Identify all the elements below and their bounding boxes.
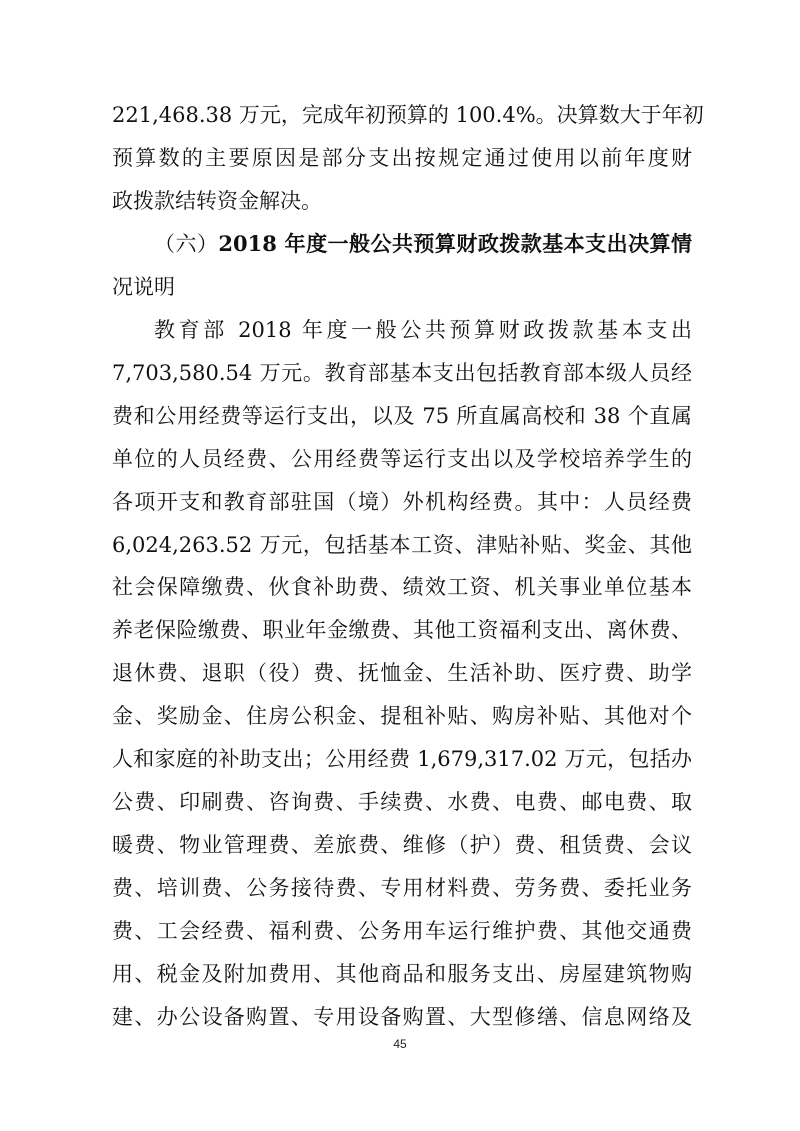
section-heading — [154, 227, 692, 261]
body-text-line: 预算数的主要原因是部分支出按规定通过使用以前年度财 — [112, 146, 692, 170]
body-text-line: 费、培训费、公务接待费、专用材料费、劳务费、委托业务 — [112, 876, 692, 900]
body-text-line: 6,024,263.52 万元，包括基本工资、津贴补贴、奖金、其他 — [112, 533, 692, 557]
body-text-line: 社会保障缴费、伙食补助费、绩效工资、机关事业单位基本 — [112, 575, 692, 599]
body-text-line: 用、税金及附加费用、其他商品和服务支出、房屋建筑物购 — [112, 962, 692, 986]
body-text-line: 各项开支和教育部驻国（境）外机构经费。其中：人员经费 — [112, 490, 692, 514]
body-text-line: 养老保险缴费、职业年金缴费、其他工资福利支出、离休费、 — [112, 618, 692, 642]
body-text-line: 公费、印刷费、咨询费、手续费、水费、电费、邮电费、取 — [112, 790, 692, 814]
body-text-line: 7,703,580.54 万元。教育部基本支出包括教育部本级人员经 — [112, 361, 692, 385]
body-text-line: 政拨款结转资金解决。 — [112, 189, 322, 213]
page-number: 45 — [393, 1037, 407, 1051]
body-text-line: 费和公用经费等运行支出，以及 75 所直属高校和 38 个直属 — [112, 404, 692, 428]
body-text-line: 221,468.38 万元，完成年初预算的 100.4%。决算数大于年初 — [112, 103, 704, 127]
section-heading-prefix: （六） — [154, 232, 219, 256]
body-text-line: 单位的人员经费、公用经费等运行支出以及学校培养学生的 — [112, 447, 692, 471]
body-text-line: 暖费、物业管理费、差旅费、维修（护）费、租赁费、会议 — [112, 833, 692, 857]
body-text-line: 退休费、退职（役）费、抚恤金、生活补助、医疗费、助学 — [112, 661, 692, 685]
body-text-line: 建、办公设备购置、专用设备购置、大型修缮、信息网络及 — [112, 1005, 692, 1029]
section-heading-title: 2018 年度一般公共预算财政拨款基本支出决算情 — [218, 231, 693, 256]
section-heading-continued: 况说明 — [112, 275, 175, 299]
body-text-line: 金、奖励金、住房公积金、提租补贴、购房补贴、其他对个 — [112, 704, 692, 728]
body-text-line: 人和家庭的补助支出；公用经费 1,679,317.02 万元，包括办 — [112, 747, 692, 771]
body-text-line: 教育部 2018 年度一般公共预算财政拨款基本支出 — [154, 318, 692, 342]
body-text-line: 费、工会经费、福利费、公务用车运行维护费、其他交通费 — [112, 919, 692, 943]
